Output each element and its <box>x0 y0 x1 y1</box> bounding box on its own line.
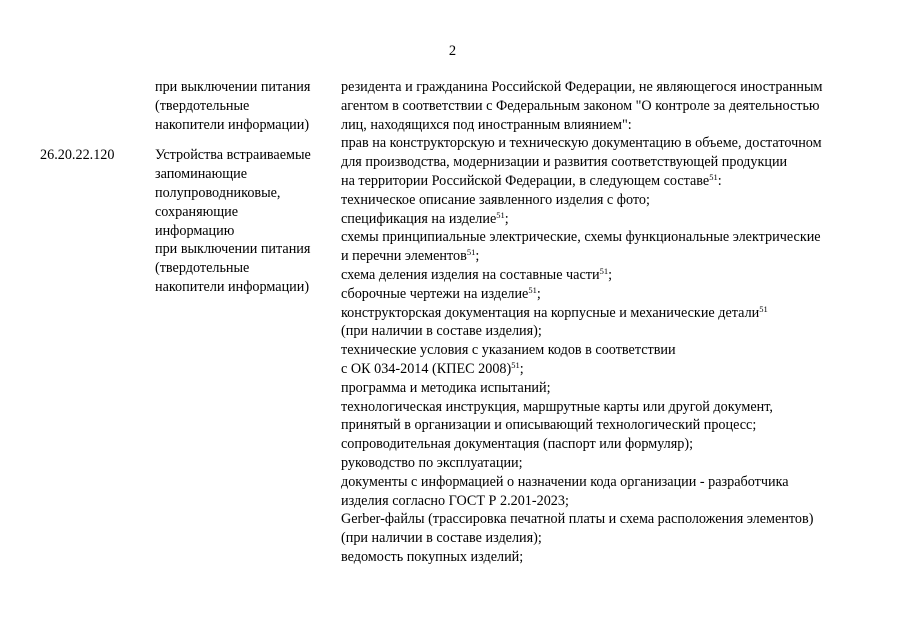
document-text: документы с информацией о назначении кода организации - разработчика <box>341 473 789 490</box>
punctuation: : <box>717 172 722 189</box>
document-list-line <box>341 473 823 492</box>
document-text: конструкторская документация на корпусные и механические детали <box>341 304 760 321</box>
document-list-line <box>341 304 823 323</box>
document-text: с ОК 034-2014 (КПЕС 2008) <box>341 360 512 377</box>
document-text: ведомость покупных изделий; <box>341 548 524 565</box>
document-list-line <box>341 416 823 435</box>
document-list-line <box>341 247 823 266</box>
product-name-line: при выключении питания <box>155 79 311 95</box>
document-list-line <box>341 510 823 529</box>
document-text: спецификация на изделие <box>341 210 497 227</box>
document-text: программа и методика испытаний; <box>341 379 551 396</box>
document-text: резидента и гражданина Российской Федерации, не являющегося иностранным <box>341 79 823 95</box>
document-list-line <box>341 379 823 398</box>
footnote-ref: 51 <box>496 209 505 220</box>
document-text: сопроводительная документация (паспорт или формуляр); <box>341 436 694 453</box>
document-text: технические условия с указанием кодов в соответствии <box>341 342 676 359</box>
product-name-line: полупроводниковые, <box>155 184 281 201</box>
document-text: Gerber-файлы (трассировка печатной платы и схема расположения элементов) <box>341 511 814 528</box>
product-name-line: накопители информации) <box>155 278 310 295</box>
product-name-line: (твердотельные <box>155 260 250 277</box>
footnote-ref: 51 <box>466 247 476 258</box>
punctuation: ; <box>475 248 480 265</box>
document-list-line <box>341 266 823 285</box>
document-list-line <box>341 454 823 473</box>
document-text: схема деления изделия на составные части <box>341 266 600 283</box>
footnote-ref: 51 <box>709 171 718 182</box>
product-name-line: Устройства встраиваемые <box>155 147 311 164</box>
product-name-line: запоминающие <box>155 166 248 183</box>
document-text: агентом в соответствии с Федеральным законом "О контроле за деятельностью <box>341 97 820 114</box>
product-name-line: сохраняющие <box>155 203 239 220</box>
document-text: руководство по эксплуатации; <box>341 454 523 471</box>
product-name <box>155 146 311 296</box>
okpd2-code: 26.20.22.120 <box>40 147 115 164</box>
document-list-line <box>341 529 823 548</box>
punctuation: ; <box>536 285 541 302</box>
document-list-line <box>341 191 823 210</box>
document-text: лиц, находящихся под иностранным влиянием": <box>341 116 632 133</box>
footnote-ref: 51 <box>528 284 537 295</box>
page-number: 2 <box>448 43 457 59</box>
document-list-line <box>341 435 823 454</box>
documents-list <box>341 78 823 567</box>
document-text: техническое описание заявленного изделия с фото; <box>341 191 650 208</box>
document-list-line <box>341 153 823 172</box>
document-list-line <box>341 116 823 135</box>
document-list-line <box>341 548 823 567</box>
document-text: на территории Российской Федерации, в следующем составе <box>341 172 710 189</box>
document-text: (при наличии в составе изделия); <box>341 323 542 340</box>
product-name-line: при выключении питания <box>155 241 311 258</box>
product-name-line: (твердотельные <box>155 97 250 114</box>
document-list-line <box>341 341 823 360</box>
document-text: для производства, модернизации и развития соответствующей продукции <box>341 154 788 171</box>
product-name-line: информацию <box>155 222 235 239</box>
document-text: технологическая инструкция, маршрутные карты или другой документ, <box>341 398 773 415</box>
document-text: (при наличии в составе изделия); <box>341 530 542 547</box>
document-list-line <box>341 172 823 191</box>
document-list-line <box>341 492 823 511</box>
document-text: и перечни элементов <box>341 248 467 265</box>
document-text: изделия согласно ГОСТ Р 2.201-2023; <box>341 492 569 509</box>
document-list-line <box>341 398 823 417</box>
document-text: схемы принципиальные электрические, схемы функциональные электрические <box>341 229 821 246</box>
document-list-line <box>341 322 823 341</box>
punctuation: ; <box>504 210 509 227</box>
document-text: сборочные чертежи на изделие <box>341 285 529 302</box>
document-list-line <box>341 210 823 229</box>
footnote-ref: 51 <box>599 265 609 276</box>
document-list-line <box>341 228 823 247</box>
document-list-line <box>341 97 823 116</box>
document-list-line <box>341 78 823 97</box>
footnote-ref: 51 <box>759 303 768 314</box>
document-text: прав на конструкторскую и техническую документацию в объеме, достаточном <box>341 135 822 152</box>
product-name-line: накопители информации) <box>155 116 310 133</box>
continuation-product-name <box>155 78 310 134</box>
punctuation: ; <box>519 360 524 377</box>
footnote-ref: 51 <box>511 359 520 370</box>
document-list-line <box>341 360 823 379</box>
document-list-line <box>341 285 823 304</box>
document-list-line <box>341 134 823 153</box>
document-text: принятый в организации и описывающий технологический процесс; <box>341 417 757 434</box>
punctuation: ; <box>608 266 613 283</box>
